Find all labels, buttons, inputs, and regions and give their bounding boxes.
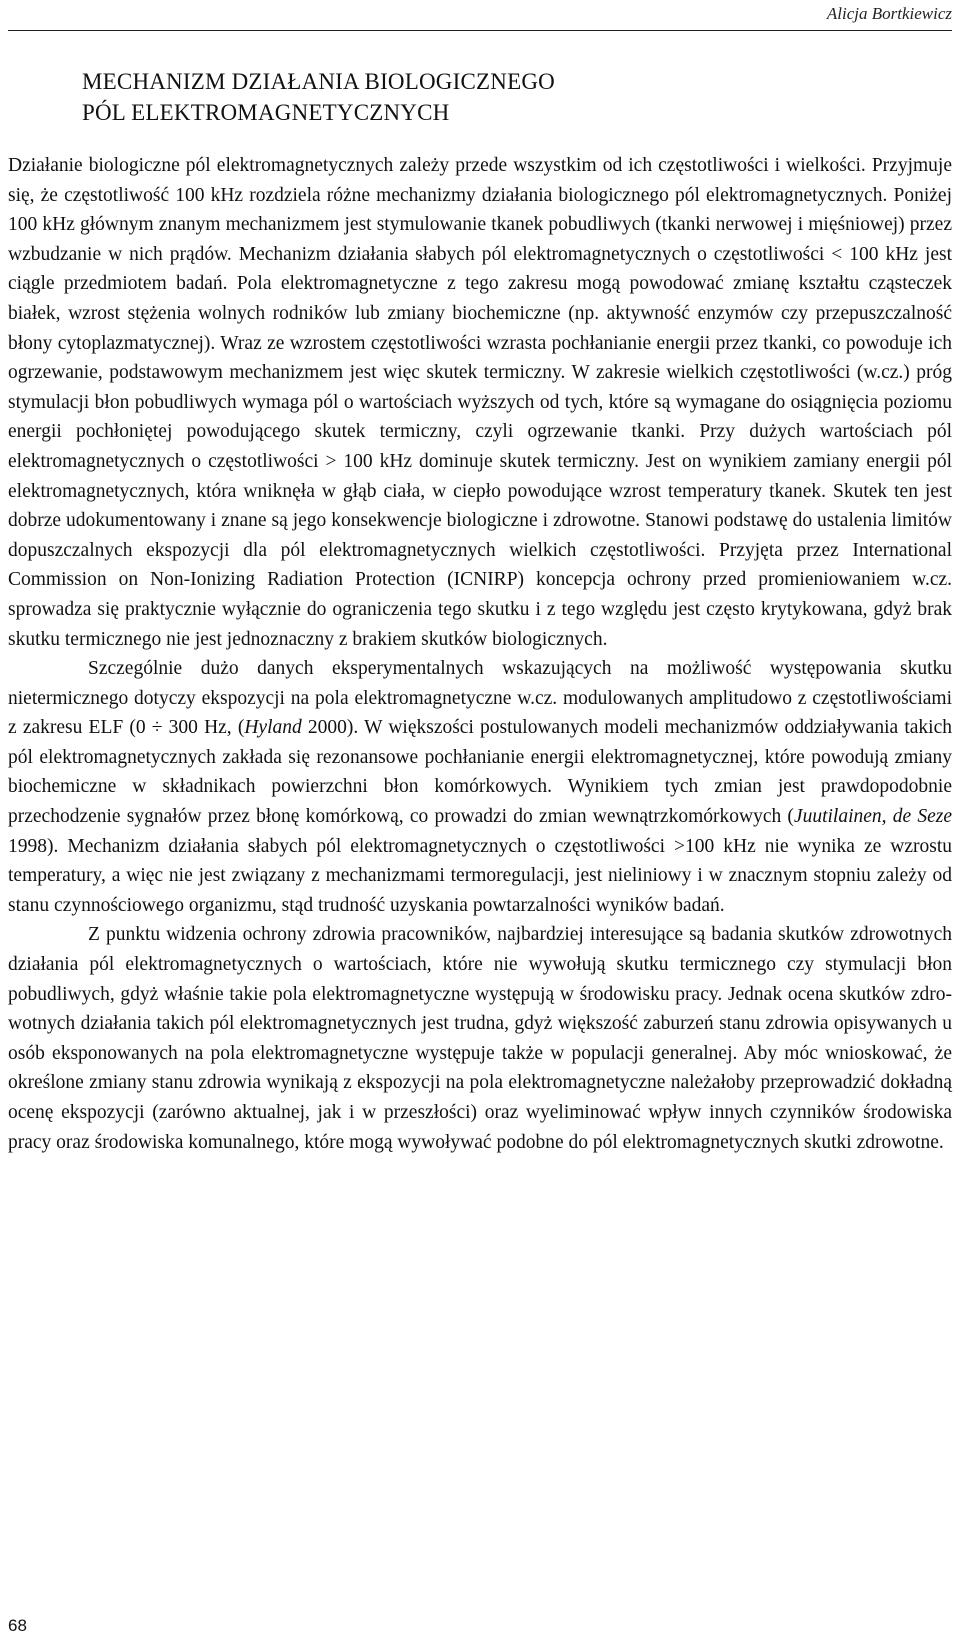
- running-header-author: Alicja Bortkiewicz: [826, 4, 952, 23]
- section-title-line-1: MECHANIZM DZIAŁANIA BIOLOGICZNEGO: [82, 69, 555, 94]
- paragraph-1: Działanie biologiczne pól elektromagnetycznych zależy przede wszystkim od ich częstotliwości i wielkości. Przyjmuje się, że częstotliwość 100 kHz rozdziela różne mechanizmy działania biologicznego pól elektromagnetycznych. Poniżej 100 kHz głównym znanym mechanizmem jest stymulowanie tkanek pobudliwych (tkanki nerwowej i mięśniowej) przez wzbudzanie w nich prądów. Mechanizm działania słabych pól elektromagnetycznych o częstotliwości < 100 kHz jest ciągle przedmiotem badań. Pola elektromagnetyczne z tego zakresu mogą powodować zmianę kształtu cząsteczek białek, wzrost stężenia wolnych rodników lub zmiany biochemiczne (np. aktywność enzymów czy przepuszczalność błony cytoplazmatycznej). Wraz ze wzrostem częstotliwości wzrasta pochłanianie energii przez tkanki, co powoduje ich ogrzewanie, podstawowym mechanizmem jest więc skutek termiczny. W zakresie wielkich częstotliwości (w.cz.) próg stymulacji błon pobudliwych wymaga pól o wartościach wyższych od tych, które są wymagane do osiągnięcia poziomu energii pochłoniętej powodującego skutek termiczny, czyli ogrzewanie tkanki. Przy dużych wartościach pól elektromagnetycznych o częstotliwości > 100 kHz dominuje skutek termiczny. Jest on wynikiem zamiany energii pól elektromagnetycznych, która wniknęła w głąb ciała, w ciepło powodujące wzrost temperatury tkanek. Skutek ten jest dobrze udokumentowany i znane są jego konsekwencje biologiczne i zdrowotne. Stanowi podstawę do ustalenia limitów dopuszczalnych ekspozycji dla pól elektromagnetycznych wielkich częstotliwości. Przyjęta przez International Commission on Non-Ionizing Radiation Protection (ICNIRP) koncepcja ochrony przed promieniowaniem w.cz. sprowadza się praktycznie wyłącznie do ograniczenia tego skutku i z tego względu jest często krytykowana, gdyż brak skutku termicznego nie jest jednoznaczny z brakiem skutków biologicznych.: [8, 155, 952, 650]
- body-text: [8, 151, 952, 1157]
- citation-hyland: Hyland: [244, 717, 302, 739]
- paragraph-2-text-c: 1998). Mechanizm działania słabych pól elektromagnetycznych o częstotliwości >100 kHz nie wynika ze wzrostu temperatury, a więc nie jest związany z mechanizmami termoregulacji, jest nieliniowy i w znacznym stopniu zależy od stanu czynnościowego organizmu, stąd trudność uzyskania powtarzalności wyników badań.: [8, 835, 952, 916]
- page-number: 68: [8, 1616, 27, 1635]
- paragraph-2: [8, 654, 952, 920]
- section-title-line-2: PÓL ELEKTROMAGNETYCZNYCH: [82, 100, 450, 125]
- citation-juutilainen-de-seze: Juutilainen, de Seze: [793, 806, 952, 828]
- section-title: [82, 66, 882, 128]
- paragraph-3: Z punktu widzenia ochrony zdrowia pracowników, najbardziej interesujące są badania skutków zdrowotnych działania pól elektromagnetycznych o wartościach, które nie wywołują skutku termicznego czy stymulacji błon pobudliwych, gdyż właśnie takie pola elektromagnetyczne występują w środowisku pracy. Jednak ocena skutków zdrowotnych działania takich pól elektromagnetycznych jest trudna, gdyż większość zaburzeń stanu zdrowia opisywanych u osób eksponowanych na pola elektromagnetyczne występuje także w populacji generalnej. Aby móc wnioskować, że określone zmiany stanu zdrowia wynikają z ekspozycji na pola elektromagnetyczne należałoby przeprowadzić dokładną ocenę ekspozycji (zarówno aktualnej, jak i w przeszłości) oraz wyeliminować wpływ innych czynników środowiska pracy oraz środowiska komunalnego, które mogą wywoływać podobne do pól elektromagnetycznych skutki zdrowotne.: [8, 924, 952, 1153]
- paragraph-2-text-a: Szczególnie dużo danych eksperymentalnych wskazujących na możliwość występowania skutku nietermicznego dotyczy ekspozycji na pola elektromagnetyczne w.cz. modulowanych amplitudowo z częstotliwościami z zakresu ELF (0 ÷ 300 Hz, (: [8, 658, 952, 739]
- header-rule: [8, 30, 952, 31]
- paragraph-2-text-b: 2000). W większości postulowanych modeli mechanizmów oddziaływania takich pól elektromagnetycznych zakłada się rezonansowe pochłanianie energii elektromagnetycznej, które powodują zmiany biochemiczne w składnikach powierzchni błon komórkowych. Wynikiem tych zmian jest prawdopodobnie przechodzenie sygnałów przez błonę komórkową, co prowadzi do zmian wewnątrzkomórkowych (: [8, 717, 952, 828]
